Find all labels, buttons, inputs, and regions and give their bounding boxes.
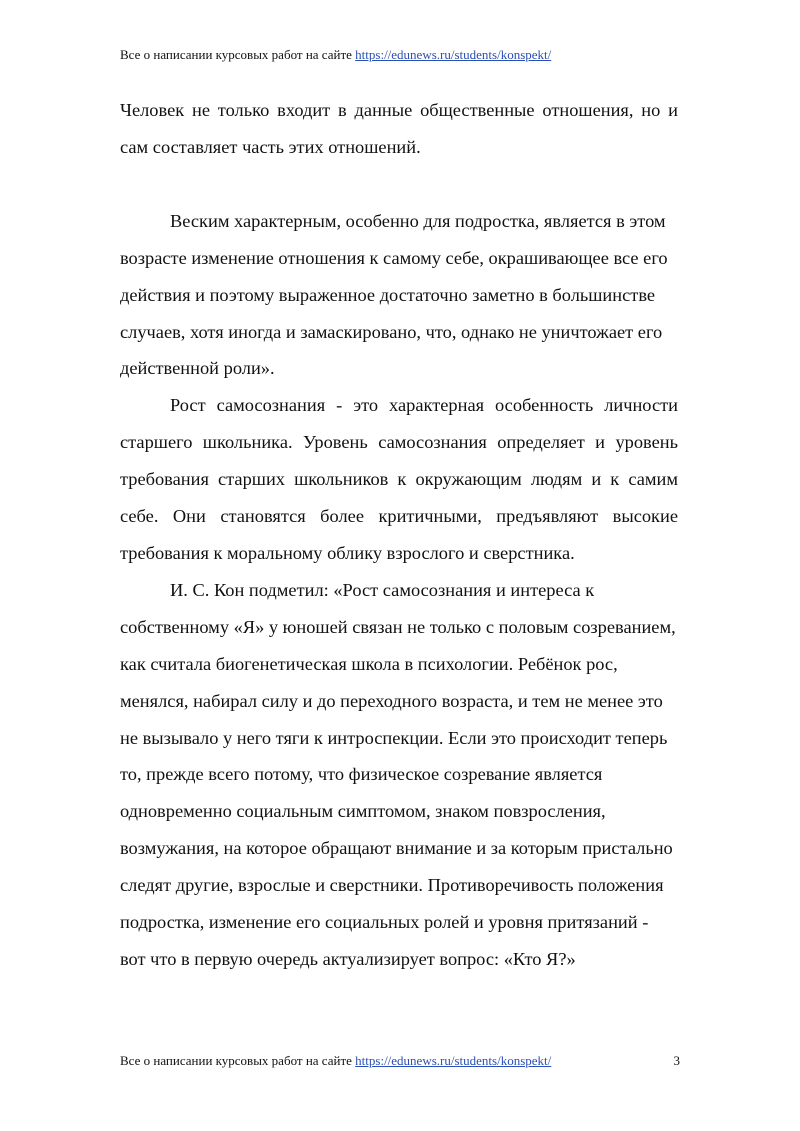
header-text: Все о написании курсовых работ на сайте: [120, 47, 356, 62]
document-body: [120, 92, 678, 978]
paragraph-2: Веским характерным, особенно для подростка, является в этом возрасте изменение отношения к самому себе, окрашивающее все его действия и поэтому выраженное достаточно заметно в большинстве случаев, хотя иногда и замаскировано, что, однако не уничтожает его действенной роли».: [120, 210, 668, 379]
paragraph-4: И. С. Кон подметил: «Рост самосознания и интереса к собственному «Я» у юношей связан не только с половым созреванием, как считала биогенетическая школа в психологии. Ребёнок рос, менялся, набирал силу и до переходного возраста, и тем не менее это не вызывало у него тяги к интроспекции. Если это происходит теперь то, прежде всего потому, что физическое созревание является одновременно социальным симптомом, знаком повзросления, возмужания, на которое обращают внимание и за которым пристально следят другие, взрослые и сверстники. Противоречивость положения подростка, изменение его социальных ролей и уровня притязаний - вот что в первую очередь актуализирует вопрос: «Кто Я?»: [120, 579, 676, 969]
footer-link[interactable]: https://edunews.ru/students/konspekt/: [355, 1053, 552, 1068]
page-footer: [120, 1053, 680, 1069]
page-number: 3: [673, 1053, 680, 1068]
header-link[interactable]: https://edunews.ru/students/konspekt/: [355, 47, 552, 62]
footer-text: Все о написании курсовых работ на сайте: [120, 1053, 356, 1068]
paragraph-3: Рост самосознания - это характерная особенность личности старшего школьника. Уровень самосознания определяет и уровень требования старших школьников к окружающим людям и к самим себе. Они становятся более критичными, предъявляют высокие требования к моральному облику взрослого и сверстника.: [120, 395, 678, 563]
page-header: [120, 47, 551, 63]
paragraph-1: Человек не только входит в данные общественные отношения, но и сам составляет часть этих отношений.: [120, 100, 678, 157]
paragraph-gap: [120, 166, 678, 203]
